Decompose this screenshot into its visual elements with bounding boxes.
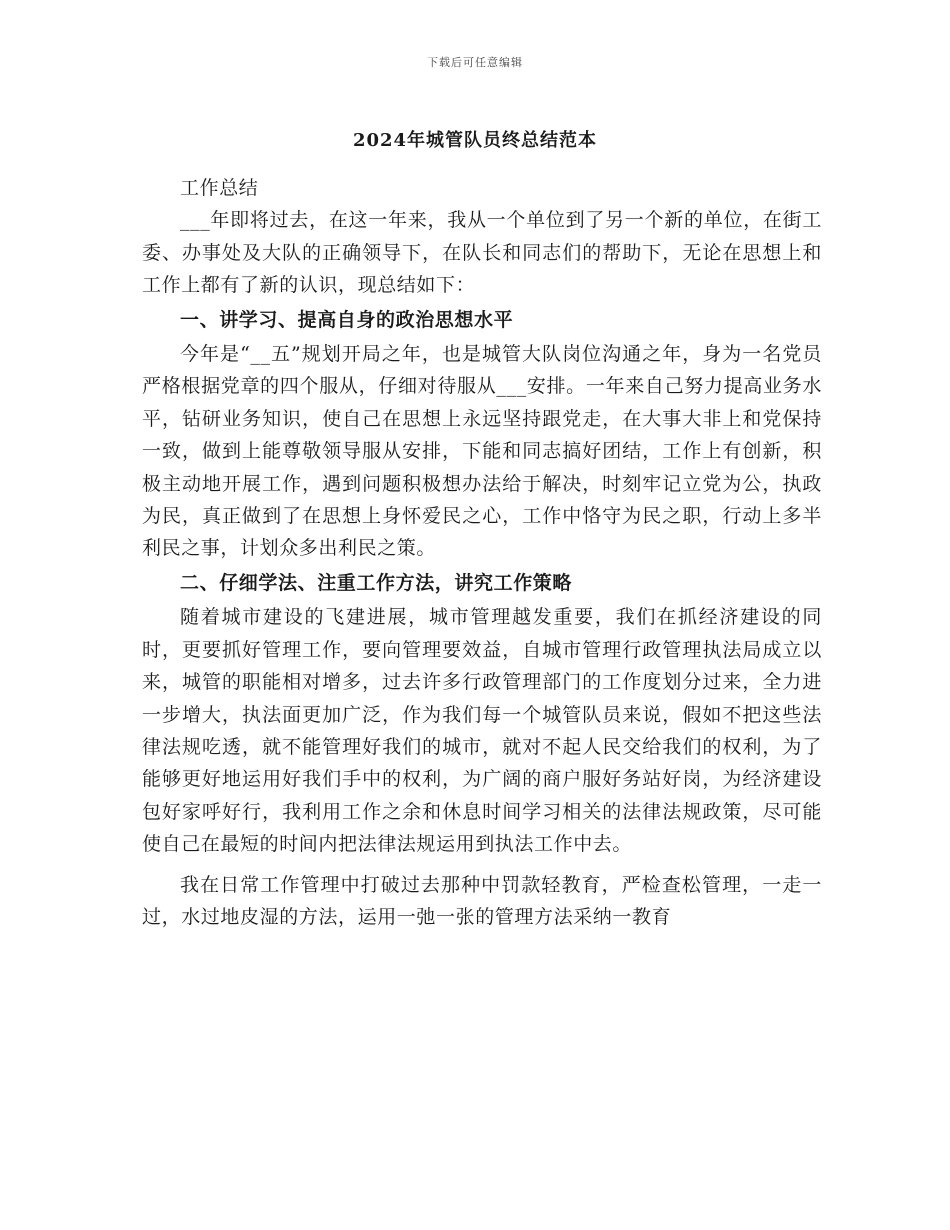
paragraph-section-2: 随着城市建设的飞建进展，城市管理越发重要，我们在抓经济建设的同时，更要抓好管理工作，要向管理要效益，自城市管理行政管理执法局成立以来，城管的职能相对增多，过去许多行政管理部门的工作度划分过来，全力进一步增大，执法面更加广泛，作为我们每一个城管队员来说，假如不把这些法律法规吃透，就不能管理好我们的城市，就对不起人民交给我们的权利，为了能够更好地运用好我们手中的权利，为广阔的商户服好务站好岗，为经济建设包好家呼好行，我利用工作之余和休息时间学习相关的法律法规政策，尽可能使自己在最短的时间内把法律法规运用到执法工作中去。 [142,606,822,856]
paragraph-section-2-continued: 我在日常工作管理中打破过去那种中罚款轻教育，严检查松管理，一走一过，水过地皮湿的方法，运用一弛一张的管理方法采纳一教育 [142,873,822,928]
paragraph-label: 工作总结 [180,177,259,199]
section-heading-2: 二、仔细学法、注重工作方法，讲究工作策略 [180,571,573,594]
paragraph-intro: ___年即将过去，在这一年来，我从一个单位到了另一个新的单位，在街工委、办事处及大队的正确领导下，在队长和同志们的帮助下，无论在思想上和工作上都有了新的认识，现总结如下： [142,209,822,297]
document-body [142,172,822,933]
document-title: 2024年城管队员终总结范本 [352,130,598,151]
paragraph-section-1: 今年是“__五”规划开局之年，也是城管大队岗位沟通之年，身为一名党员严格根据党章的四个服从，仔细对待服从___安排。一年来自己努力提高业务水平，钻研业务知识，使自己在思想上永远坚持跟党走，在大事大非上和党保持一致，做到上能尊敬领导服从安排，下能和同志搞好团结，工作上有创新，积极主动地开展工作，遇到问题积极想办法给于解决，时刻牢记立党为公，执政为民，真正做到了在思想上身怀爱民之心，工作中恪守为民之职，行动上多半利民之事，计划众多出利民之策。 [142,343,822,560]
section-heading-1: 一、讲学习、提高自身的政治思想水平 [180,308,514,331]
header-note: 下载后可任意编辑 [427,56,523,69]
